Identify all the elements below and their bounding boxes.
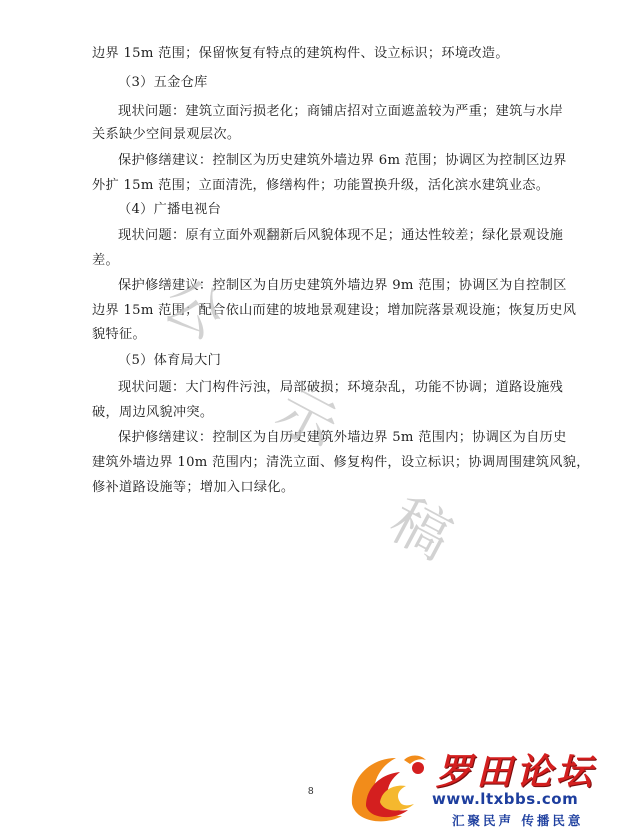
text-line: 现状问题：原有立面外观翻新后风貌体现不足；通达性较差；绿化景观设施 [118,228,564,243]
text-line: 外扩 15m 范围；立面清洗，修缮构件；功能置换升级，活化滨水建筑业态。 [92,178,550,193]
watermark-char: 稿 [379,485,463,573]
text-line: 边界 15m 范围；保留恢复有特点的建筑构件、设立标识；环境改造。 [92,46,509,61]
text-line: 修补道路设施等；增加入口绿化。 [92,480,295,495]
logo-slogan: 汇聚民声 传播民意 [452,813,584,828]
page-number: 8 [308,786,314,797]
section-heading: （4）广播电视台 [118,202,222,217]
text-line: 保护修缮建议：控制区为历史建筑外墙边界 6m 范围；协调区为控制区边界 [118,153,567,168]
text-line: 建筑外墙边界 10m 范围内；清洗立面、修复构件，设立标识；协调周围建筑风貌， [92,455,590,470]
text-line: 边界 15m 范围；配合依山而建的坡地景观建设；增加院落景观设施；恢复历史风 [92,303,577,318]
logo-url: www.ltxbbs.com [432,790,579,808]
text-line: 现状问题：建筑立面污损老化；商铺店招对立面遮盖较为严重；建筑与水岸 [118,104,564,119]
text-line: 保护修缮建议：控制区为自历史建筑外墙边界 9m 范围；协调区为自控制区 [118,278,567,293]
forum-logo [344,744,628,831]
text-line: 破，周边风貌冲突。 [92,405,214,420]
watermark-char: 示 [265,375,349,463]
watermark-char: 公 [152,265,236,353]
text-line: 关系缺少空间景观层次。 [92,127,241,142]
text-line: 现状问题：大门构件污浊，局部破损；环境杂乱，功能不协调；道路设施残 [118,380,564,395]
section-heading: （5）体育局大门 [118,353,222,368]
logo-title: 罗田论坛 [436,752,597,793]
text-line: 貌特征。 [92,327,146,342]
section-heading: （3）五金仓库 [118,75,208,90]
phoenix-icon [344,746,436,830]
text-line: 差。 [92,253,119,268]
text-line: 保护修缮建议：控制区为自历史建筑外墙边界 5m 范围内；协调区为自历史 [118,430,567,445]
